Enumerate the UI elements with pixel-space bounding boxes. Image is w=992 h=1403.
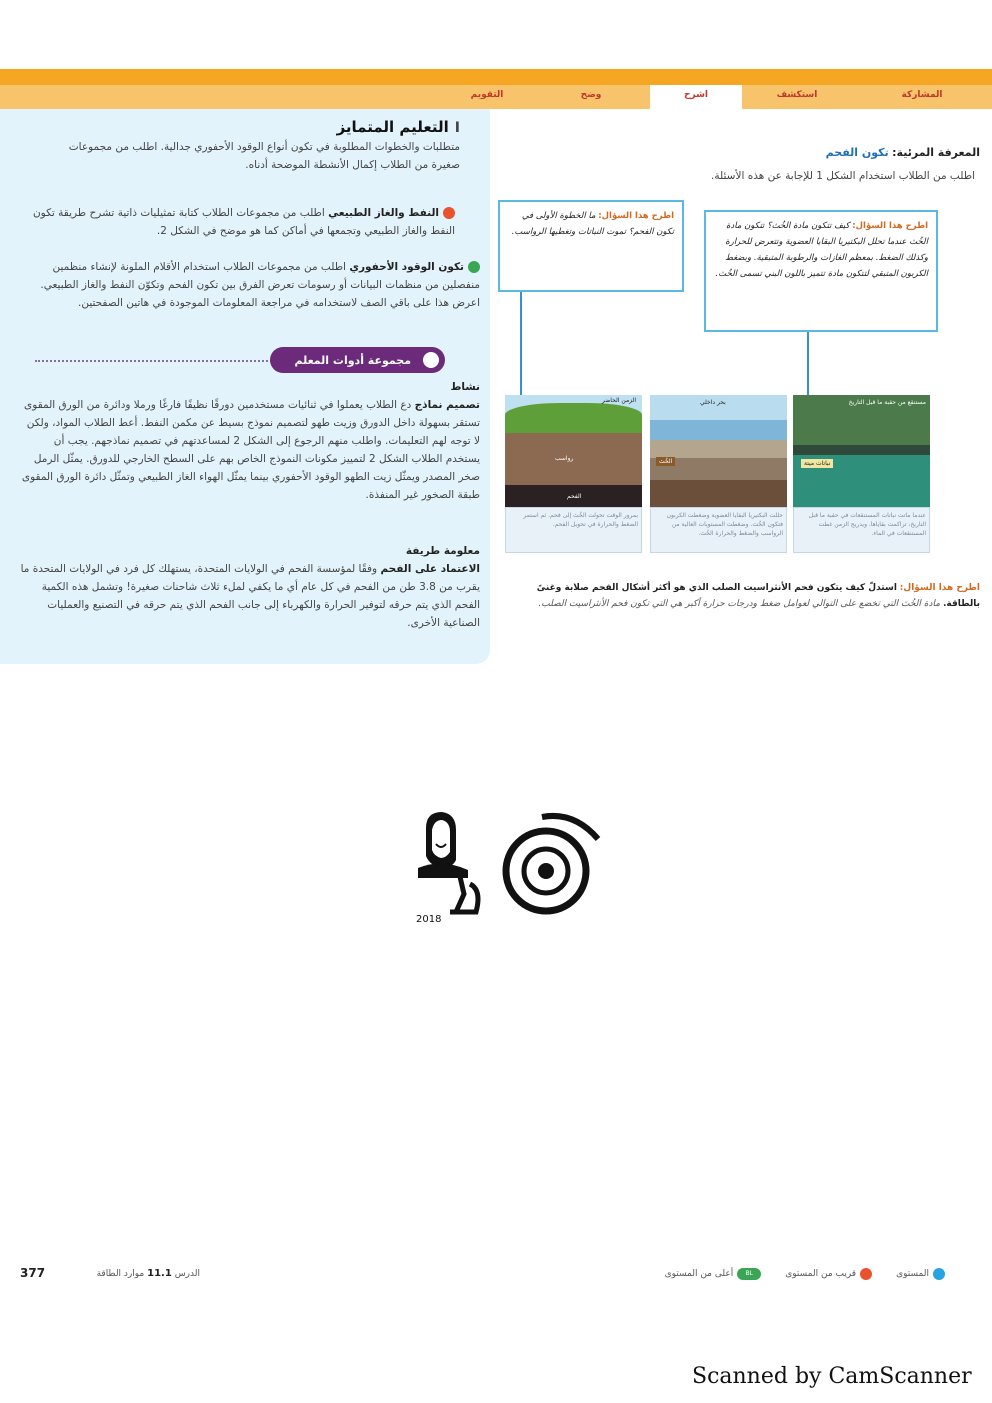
activity-section [18, 378, 480, 504]
callout-right-ask: اطرح هذا السؤال: [852, 221, 928, 231]
section-tab-bar [0, 85, 992, 109]
lesson-number: 11.1 [147, 1268, 172, 1279]
sea-top-label: بحر داخلي [700, 399, 726, 406]
section-title: التعليم المتمايز [336, 118, 449, 136]
lesson-label: الدرس [174, 1269, 200, 1279]
inland-sea-illustration [650, 395, 787, 507]
approaching-level-legend-icon [860, 1268, 872, 1280]
intro-text: متطلبات والخطوات المطلوبة في تكون أنواع الوقود الأحفوري جدالية. اطلب من مجموعات صغيرة من الطلاب إكمال الأنشطة الموضحة أدناه. [68, 141, 460, 171]
callout-first-step [498, 200, 684, 292]
toolkit-icon [421, 350, 441, 370]
on-level-icon [933, 1268, 945, 1280]
zayed-year: 2018 [416, 914, 442, 925]
swamp-illustration [793, 395, 930, 507]
dotted-divider [35, 360, 275, 362]
callout-peat-formation [704, 210, 938, 332]
top-orange-band [0, 69, 992, 85]
oil-gas-head: النفط والغاز الطبيعي [328, 207, 439, 219]
beyond-level-badge: BL [737, 1268, 761, 1280]
present-mid-label: رواسب [555, 455, 574, 462]
tab-engage[interactable]: المشاركة [901, 90, 943, 100]
teacher-toolkit-pill [270, 347, 445, 373]
coal-stage-swamp [793, 395, 930, 555]
oil-gas-text: اطلب من مجموعات الطلاب كتابة تمثيليات ذاتية تشرح طريقة تكون النفط والغاز الطبيعي وتجمعها في أماكن كما هو موضح في الشكل 2. [32, 207, 455, 237]
fakhr-alwatan-seal [494, 805, 606, 923]
sea-caption: حللت البكتيريا البقايا العضوية وضغطت الكربون فتكون الخُث. وضغطت المستويات العالية من الرواسب والضغط والحرارة الخُث. [650, 507, 787, 553]
camscanner-watermark: Scanned by CamScanner [692, 1364, 972, 1389]
fact-sub: الاعتماد على الفحم [380, 563, 480, 575]
approaching-level-text: قريب من المستوى [785, 1269, 857, 1279]
coal-stage-inland-sea [650, 395, 787, 555]
tab-explore[interactable]: استكشف [776, 90, 818, 100]
beyond-level-text: أعلى من المستوى [664, 1269, 734, 1279]
arrow-to-panel-left [520, 292, 522, 396]
visual-literacy-heading [560, 146, 980, 159]
dead-plants-label: نباتات ميتة [801, 459, 833, 468]
activity-head: نشاط [450, 381, 480, 393]
activity-text: دع الطلاب يعملوا في ثنائيات مستخدمين دورقًا نظيفًا فارغًا ورملا ودائرة من الورق المقوى تستقر بسهولة داخل الدورق وزيت طهو لتصميم نموذج بسيط عن مكمن النفط. أعط الطلاب المواد، ولكن لا توجه لهم التعليمات. واطلب منهم الرجوع إلى الشكل 2 لمساعدتهم في تصميم نماذجهم. يجب أن يستخدم الطلاب الشكل 2 لتمييز مكونات النموذج الخاص بهم على السطح الخارجي للدورق. يمثّل الرمل صخر المصدر ويمثّل زيت الطهو الوقود الأحفوري بينما يمثّل الهواء الغاز الطبيعي وتمثّل دائرة الورق المقوى طبقة الصخور غير المنفذة. [21, 399, 480, 501]
toolkit-label: مجموعة أدوات المعلم [294, 353, 411, 367]
tab-elaborate[interactable]: وضح [580, 90, 602, 100]
teacher-toolkit-bar [35, 347, 445, 375]
lesson-title: موارد الطاقة [96, 1269, 145, 1279]
bottom-question [515, 580, 980, 612]
instruction-text: اطلب من الطلاب استخدام الشكل 1 للإجابة عن هذه الأسئلة. [711, 170, 975, 182]
oil-gas-item [25, 204, 455, 240]
fact-text: وفقًا لمؤسسة الفحم في الولايات المتحدة، يستهلك كل فرد في الولايات المتحدة ما يقرب من 3.8 طن من الفحم في كل عام أي ما يكفي لملء ثلاث شاحنات صغيرة! وتشمل هذه الكمية الفحم الذي يتم حرقه لتوفير الحرارة والكهرباء إلى جانب الفحم الذي يتم حرقه في التصنيع والعمليات الصناعية الأخرى. [20, 563, 480, 629]
fossil-fuel-head: تكون الوقود الأحفوري [349, 261, 464, 273]
on-level-text: المستوى [896, 1269, 929, 1279]
fossil-fuel-text: اطلب من مجموعات الطلاب استخدام الأقلام الملونة لإنشاء منظمين منفصلين من منظمات البيانات أو رسومات تعرض الفرق بين تكون الفحم وتكوّن النفط والغاز الطبيعي. اعرض هذا على باقي الصف لاستخدامه في مراجعة المعلومات الموجودة في هاتين الصفحتين. [40, 261, 480, 309]
beyond-level-icon [468, 261, 480, 273]
fossil-fuel-item [25, 258, 480, 312]
tab-explain[interactable]: اشرح [650, 85, 742, 109]
lesson-footer [75, 1268, 200, 1279]
fakhr-alwatan-seal-icon [494, 805, 606, 923]
tab-evaluate[interactable]: التقويم [470, 90, 504, 100]
swamp-top-label: مستنقع من حقبة ما قبل التاريخ [848, 399, 926, 406]
level-legend [615, 1268, 945, 1280]
present-coal-label: الفحم [567, 493, 582, 500]
callout-right-text: كيف تتكون مادة الخُث؟ تتكون مادة الخُث عندما تحلل البكتيريا البقايا العضوية وتتعرض للحرارة وكذلك الضغط. بمعظم الغازات والرطوبة المتبقية. وبضغط الكربون المتبقي لتتكون مادة تتميز باللون البني تسمى الخُث. [715, 221, 928, 279]
differentiated-instruction-section [40, 118, 460, 174]
bottom-ask: اطرح هذا السؤال: [899, 583, 980, 593]
fact-head: معلومة طريفة [405, 545, 480, 557]
approaching-level-icon [443, 207, 455, 219]
present-day-illustration [505, 395, 642, 507]
callout-left-text: ما الخطوة الأولى في تكون الفحم؟ تموت النباتات وتغطيها الرواسب. [511, 211, 674, 237]
visual-literacy-title: تكون الفحم [825, 146, 889, 159]
peat-label: الخُث [656, 457, 675, 466]
present-caption: بمرور الوقت تحولت الخُث إلى فحم. ثم استمر الضغط والحرارة في تحويل الفحم. [505, 507, 642, 553]
bottom-answer: مادة الخُث التي تخضع على التوالي لعوامل ضغط ودرجات حرارة أكبر هي التي تكون فحم الأنثراسيت الصلب. [538, 599, 941, 609]
zayed-portrait-icon [412, 808, 492, 930]
callout-left-ask: اطرح هذا السؤال: [598, 211, 674, 221]
visual-literacy-prefix: المعرفة المرئية: [892, 146, 980, 159]
page-number: 377 [20, 1266, 46, 1280]
swamp-caption: عندما ماتت نباتات المستنقعات في حقبة ما قبل التاريخ، تراكمت بقاياها. ويدريج الزمن غطت المستنقعات في الماء. [793, 507, 930, 553]
zayed-year-logo [412, 808, 492, 930]
bottom-question-text: استدلّ كيف يتكون فحم الأنثراسيت الصلب الذي هو أكثر أشكال الفحم صلابة وغنىً بالطاقة. [536, 583, 980, 609]
coal-stage-present [505, 395, 642, 555]
section-number: I [454, 120, 460, 136]
present-top-label: الزمن الحاضر [601, 397, 636, 404]
activity-sub: تصميم نماذج [414, 399, 480, 411]
fun-fact-section [18, 542, 480, 632]
